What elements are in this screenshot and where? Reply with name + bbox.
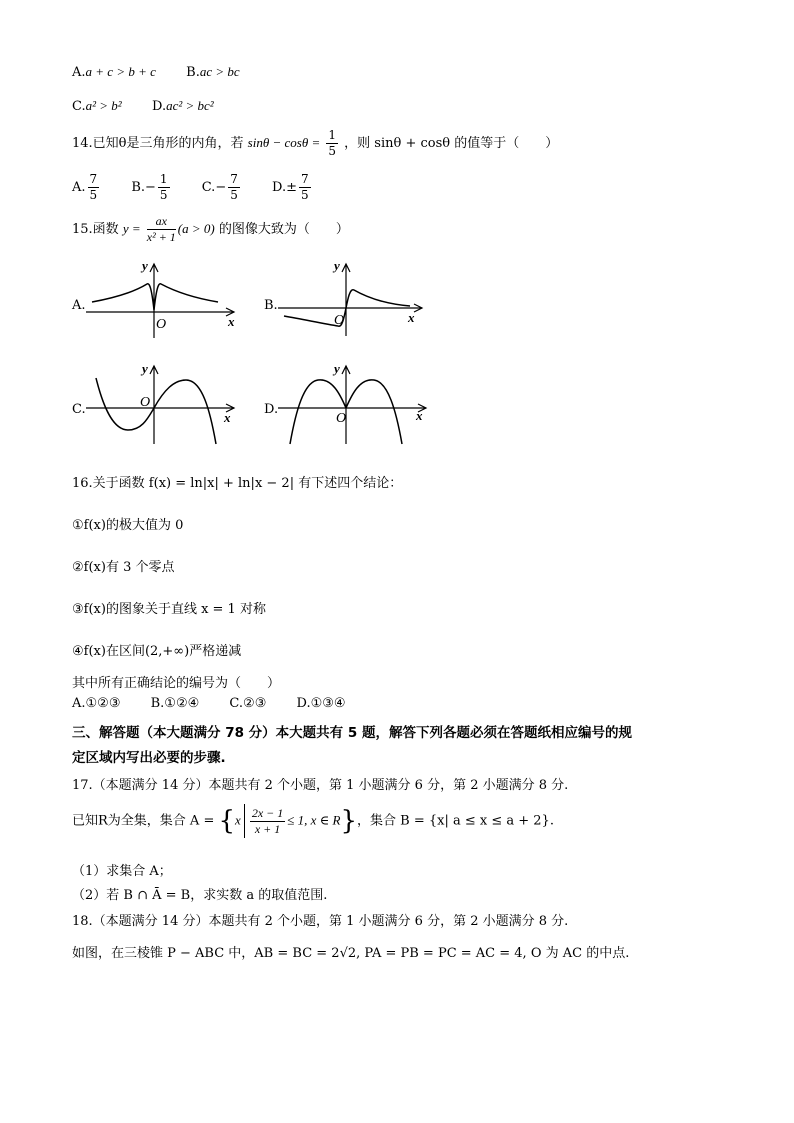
question-18-head: 18.（本题满分 14 分）本题共有 2 个小题，第 1 小题满分 6 分，第 2 小题满分 8 分. xyxy=(72,914,569,929)
svg-text:y: y xyxy=(334,258,340,273)
q16-option-a: A.①②③ xyxy=(72,696,121,711)
q16-ask: 其中所有正确结论的编号为（ ） xyxy=(72,676,281,691)
q13-option-b-label: B. xyxy=(186,65,200,80)
svg-text:x: x xyxy=(224,410,231,425)
q15-fraction: $\frac{ax}{\text{x² + 1}}$ xyxy=(146,214,176,244)
section-3-heading-line1: 三、解答题（本大题满分 78 分）本大题共有 5 题，解答下列各题必须在答题纸相应编号的规 xyxy=(72,725,632,741)
q13-option-d: ac² > bc² xyxy=(166,98,214,113)
graph-c xyxy=(84,360,244,446)
section-3-heading-line2: 定区域内写出必要的步骤. xyxy=(72,750,226,766)
q16-option-c: C.②③ xyxy=(229,696,267,711)
q13-option-a-label: A. xyxy=(72,65,86,80)
q13-option-c-label: C. xyxy=(72,99,86,114)
q14-prefix: 14.已知θ是三角形的内角，若 xyxy=(72,136,244,151)
graph-d xyxy=(276,360,436,446)
svg-text:x: x xyxy=(228,314,235,329)
q14-option-c: C.− $\frac{7}{5}$ xyxy=(201,172,238,202)
q13-options-row1 xyxy=(72,64,240,80)
q15-prefix: 15.函数 xyxy=(72,222,119,237)
svg-text:y: y xyxy=(142,258,148,273)
svg-text:O: O xyxy=(156,317,167,332)
graph-a-label: A. xyxy=(72,298,86,313)
question-14-stem xyxy=(72,128,558,159)
question-16-stem: 16.关于函数 f(x) = ln|x| + ln|x − 2| 有下述四个结论： xyxy=(72,476,403,491)
graph-a xyxy=(84,258,244,340)
svg-text:O: O xyxy=(140,395,151,410)
q13-options-row2 xyxy=(72,98,214,114)
svg-text:y: y xyxy=(142,361,148,376)
svg-text:O: O xyxy=(336,411,347,426)
q14-fraction: $\frac{1}{5}$ xyxy=(328,128,337,158)
q14-suffix: ，则 sinθ + cosθ 的值等于（ ） xyxy=(344,136,559,151)
q14-option-b: B.− $\frac{1}{5}$ xyxy=(131,172,168,202)
question-17-body: 已知R为全集，集合 A = {x $\frac{2x - 1}{x + 1}$ ≤ 1, x ∈ R}，集合 B = {x| a ≤ x ≤ a + 2}. xyxy=(72,805,554,836)
svg-text:x: x xyxy=(408,310,415,325)
q17-subquestion-2: （2）若 B ∩ Ā = B，求实数 a 的取值范围. xyxy=(72,888,328,903)
q17-set-fraction: $\frac{2x - 1}{x + 1}$ xyxy=(251,805,284,836)
q14-condition: sinθ − cosθ = xyxy=(247,135,321,150)
q16-statement-2: ②f(x)有 3 个零点 xyxy=(72,560,175,575)
graph-c-label: C. xyxy=(72,402,86,417)
q16-option-d: D.①③④ xyxy=(296,696,346,711)
q16-option-b: B.①②④ xyxy=(150,696,200,711)
graph-b-label: B. xyxy=(264,298,278,313)
q14-options xyxy=(72,172,339,203)
question-18-body: 如图，在三棱锥 P − ABC 中，AB = BC = 2√2, PA = PB = PC = AC = 4, O 为 AC 的中点. xyxy=(72,946,630,961)
q14-option-d: D.± $\frac{7}{5}$ xyxy=(272,172,309,202)
q16-statement-1: ①f(x)的极大值为 0 xyxy=(72,518,184,533)
q16-statement-4: ④f(x)在区间(2,+∞)严格递减 xyxy=(72,644,242,659)
graph-d-label: D. xyxy=(264,402,279,417)
q14-option-a: A. $\frac{7}{5}$ xyxy=(72,172,98,202)
question-15-stem: 15.函数 y = $\frac{ax}{\text{x² + 1}}$ (a > 0) 的图像大致为（ ） xyxy=(72,214,349,244)
q15-suffix: 的图像大致为（ ） xyxy=(218,222,349,237)
q13-option-b: ac > bc xyxy=(199,64,240,79)
q17-subquestion-1: （1）求集合 A； xyxy=(72,864,172,879)
q13-option-c: a² > b² xyxy=(85,98,122,113)
svg-text:x: x xyxy=(416,408,423,423)
q13-option-d-label: D. xyxy=(151,99,167,114)
q16-statement-3: ③f(x)的图象关于直线 x = 1 对称 xyxy=(72,602,266,617)
graph-b xyxy=(276,258,436,340)
svg-text:y: y xyxy=(334,361,340,376)
q13-option-a: a + c > b + c xyxy=(85,64,156,79)
svg-text:O: O xyxy=(334,313,345,328)
question-17-head: 17.（本题满分 14 分）本题共有 2 个小题，第 1 小题满分 6 分，第 2 小题满分 8 分. xyxy=(72,778,569,793)
q16-options xyxy=(72,696,372,711)
